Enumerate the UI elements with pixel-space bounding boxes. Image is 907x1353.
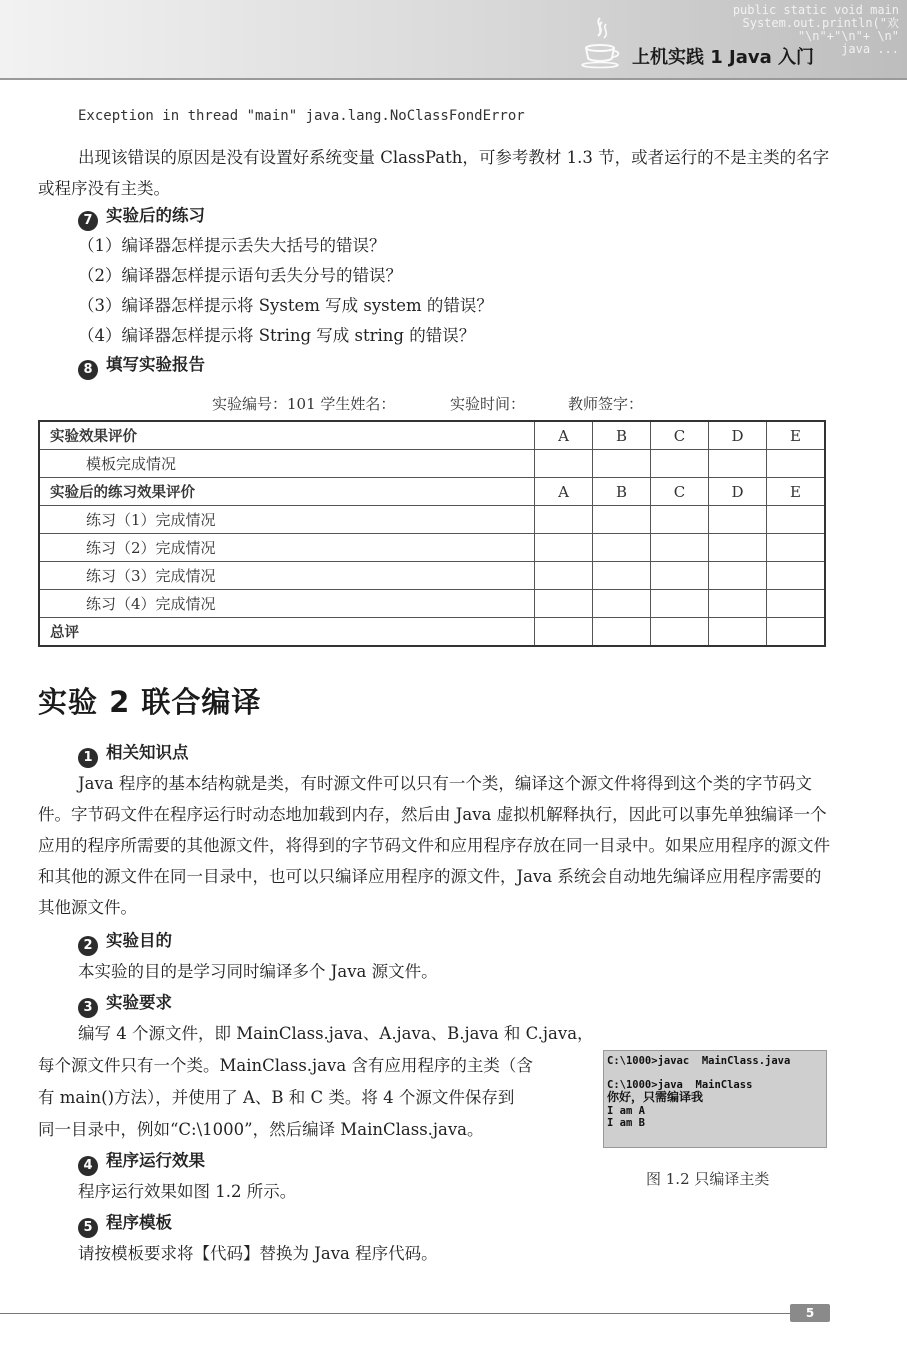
header-title: 上机实践 1 Java 入门	[632, 47, 815, 68]
grade-cell	[709, 450, 767, 478]
grade-cell	[709, 506, 767, 534]
console-output-figure	[603, 1050, 827, 1148]
grade-cell	[651, 590, 709, 618]
requirements-line: 同一目录中，例如“C:\1000”，然后编译 MainClass.java。	[38, 1120, 484, 1139]
table-row	[39, 618, 825, 647]
number-badge: 3	[78, 998, 98, 1018]
heading-purpose	[78, 930, 172, 956]
result-paragraph: 程序运行效果如图 1.2 所示。	[78, 1182, 297, 1201]
purpose-paragraph: 本实验的目的是学习同时编译多个 Java 源文件。	[78, 962, 438, 981]
grade-cell	[709, 534, 767, 562]
table-row	[39, 421, 825, 450]
heading-practice	[78, 205, 205, 231]
grade-cell	[593, 618, 651, 647]
number-badge: 1	[78, 748, 98, 768]
grade-cell	[709, 618, 767, 647]
page-header	[0, 0, 907, 80]
question-4: （4）编译器怎样提示将 String 写成 string 的错误？	[78, 326, 476, 345]
grade-cell	[767, 562, 826, 590]
requirements-line: 编写 4 个源文件，即 MainClass.java、A.java、B.java 和 C.java，	[78, 1024, 594, 1043]
grade-cell	[651, 562, 709, 590]
table-row	[39, 590, 825, 618]
heading-text: 实验后的练习	[106, 206, 205, 225]
grade-cell: C	[651, 421, 709, 450]
grade-cell	[593, 506, 651, 534]
header-code-line: System.out.println("欢	[742, 16, 899, 30]
heading-text: 程序运行效果	[106, 1151, 205, 1170]
grade-cell	[767, 506, 826, 534]
grade-cell	[593, 450, 651, 478]
table-cell: 练习（1）完成情况	[39, 506, 535, 534]
java-cup-icon	[578, 14, 622, 70]
grade-cell	[651, 534, 709, 562]
question-2: （2）编译器怎样提示语句丢失分号的错误？	[78, 266, 402, 285]
figure-caption: 图 1.2 只编译主类	[646, 1170, 770, 1188]
question-3: （3）编译器怎样提示将 System 写成 system 的错误？	[78, 296, 493, 315]
heading-requirements	[78, 992, 172, 1018]
table-cell: 练习（4）完成情况	[39, 590, 535, 618]
heading-knowledge	[78, 742, 189, 768]
number-badge: 2	[78, 936, 98, 956]
grade-cell	[651, 450, 709, 478]
footer-rule	[0, 1313, 792, 1314]
grade-cell: D	[709, 478, 767, 506]
template-paragraph: 请按模板要求将【代码】替换为 Java 程序代码。	[78, 1244, 438, 1263]
grade-cell	[535, 562, 593, 590]
heading-report	[78, 354, 205, 380]
grade-cell	[593, 562, 651, 590]
table-row	[39, 478, 825, 506]
grade-cell	[709, 590, 767, 618]
number-badge: 8	[78, 360, 98, 380]
heading-text: 程序模板	[106, 1213, 172, 1232]
heading-text: 相关知识点	[106, 743, 189, 762]
table-row	[39, 534, 825, 562]
grade-cell	[767, 450, 826, 478]
header-code-line: "\n"+"\n"+ \n"	[797, 29, 899, 43]
grade-cell: A	[535, 478, 593, 506]
requirements-line: 有 main()方法），并使用了 A、B 和 C 类。将 4 个源文件保存到	[38, 1088, 515, 1107]
table-row	[39, 562, 825, 590]
grade-cell: E	[767, 421, 826, 450]
grade-cell: B	[593, 478, 651, 506]
grade-cell	[593, 590, 651, 618]
console-line: C:\1000>javac MainClass.java	[607, 1055, 791, 1067]
table-cell: 练习（2）完成情况	[39, 534, 535, 562]
header-code-line: java ...	[841, 42, 899, 56]
heading-text: 实验目的	[106, 931, 172, 950]
table-cell: 总评	[39, 618, 535, 647]
report-info-number: 实验编号：101 学生姓名：	[212, 395, 396, 413]
table-cell: 练习（3）完成情况	[39, 562, 535, 590]
table-row	[39, 506, 825, 534]
grade-cell: A	[535, 421, 593, 450]
table-cell: 实验效果评价	[39, 421, 535, 450]
report-table	[38, 420, 826, 647]
grade-cell	[535, 506, 593, 534]
heading-template	[78, 1212, 172, 1238]
table-cell: 实验后的练习效果评价	[39, 478, 535, 506]
console-line: I am A	[607, 1105, 645, 1117]
report-info-time: 实验时间：	[450, 395, 526, 413]
number-badge: 7	[78, 211, 98, 231]
grade-cell	[767, 534, 826, 562]
knowledge-paragraph: Java 程序的基本结构就是类，有时源文件可以只有一个类，编译这个源文件将得到这个类的字节码文件。字节码文件在程序运行时动态地加载到内存，然后由 Java 虚拟机解释执行，因此可以事先单独编译一个应用的程序所需要的其他源文件，将得到的字节码文件和应用程序存放在同一目录中。如果应用程序的源文件和其他的源文件在同一目录中，也可以只编译应用程序的源文件，Java 系统会自动地先编译应用程序需要的其他源文件。	[38, 774, 830, 917]
grade-cell: E	[767, 478, 826, 506]
grade-cell: D	[709, 421, 767, 450]
number-badge: 4	[78, 1156, 98, 1176]
exception-line: Exception in thread "main" java.lang.NoClassFondError	[78, 108, 525, 124]
question-1: （1）编译器怎样提示丢失大括号的错误？	[78, 236, 386, 255]
grade-cell	[535, 534, 593, 562]
report-info-teacher: 教师签字：	[568, 395, 644, 413]
number-badge: 5	[78, 1218, 98, 1238]
grade-cell: C	[651, 478, 709, 506]
grade-cell	[593, 534, 651, 562]
heading-text: 实验要求	[106, 993, 172, 1012]
experiment-title: 实验 2 联合编译	[38, 685, 262, 719]
page-number: 5	[790, 1304, 830, 1322]
grade-cell	[651, 618, 709, 647]
table-cell: 模板完成情况	[39, 450, 535, 478]
heading-result	[78, 1150, 205, 1176]
requirements-line: 每个源文件只有一个类。MainClass.java 含有应用程序的主类（含	[38, 1056, 533, 1075]
grade-cell	[651, 506, 709, 534]
header-code-line: public static void main	[732, 4, 899, 17]
grade-cell	[767, 618, 826, 647]
grade-cell	[535, 590, 593, 618]
heading-text: 填写实验报告	[106, 355, 205, 374]
grade-cell	[535, 618, 593, 647]
grade-cell: B	[593, 421, 651, 450]
table-row	[39, 450, 825, 478]
grade-cell	[767, 590, 826, 618]
grade-cell	[709, 562, 767, 590]
console-line: C:\1000>java MainClass	[607, 1079, 753, 1091]
console-blank-line	[607, 1067, 826, 1079]
console-line: 你好，只需编译我	[607, 1090, 704, 1104]
error-explanation: 出现该错误的原因是没有设置好系统变量 ClassPath，可参考教材 1.3 节，或者运行的不是主类的名字或程序没有主类。	[38, 148, 830, 198]
grade-cell	[535, 450, 593, 478]
console-line: I am B	[607, 1117, 645, 1129]
